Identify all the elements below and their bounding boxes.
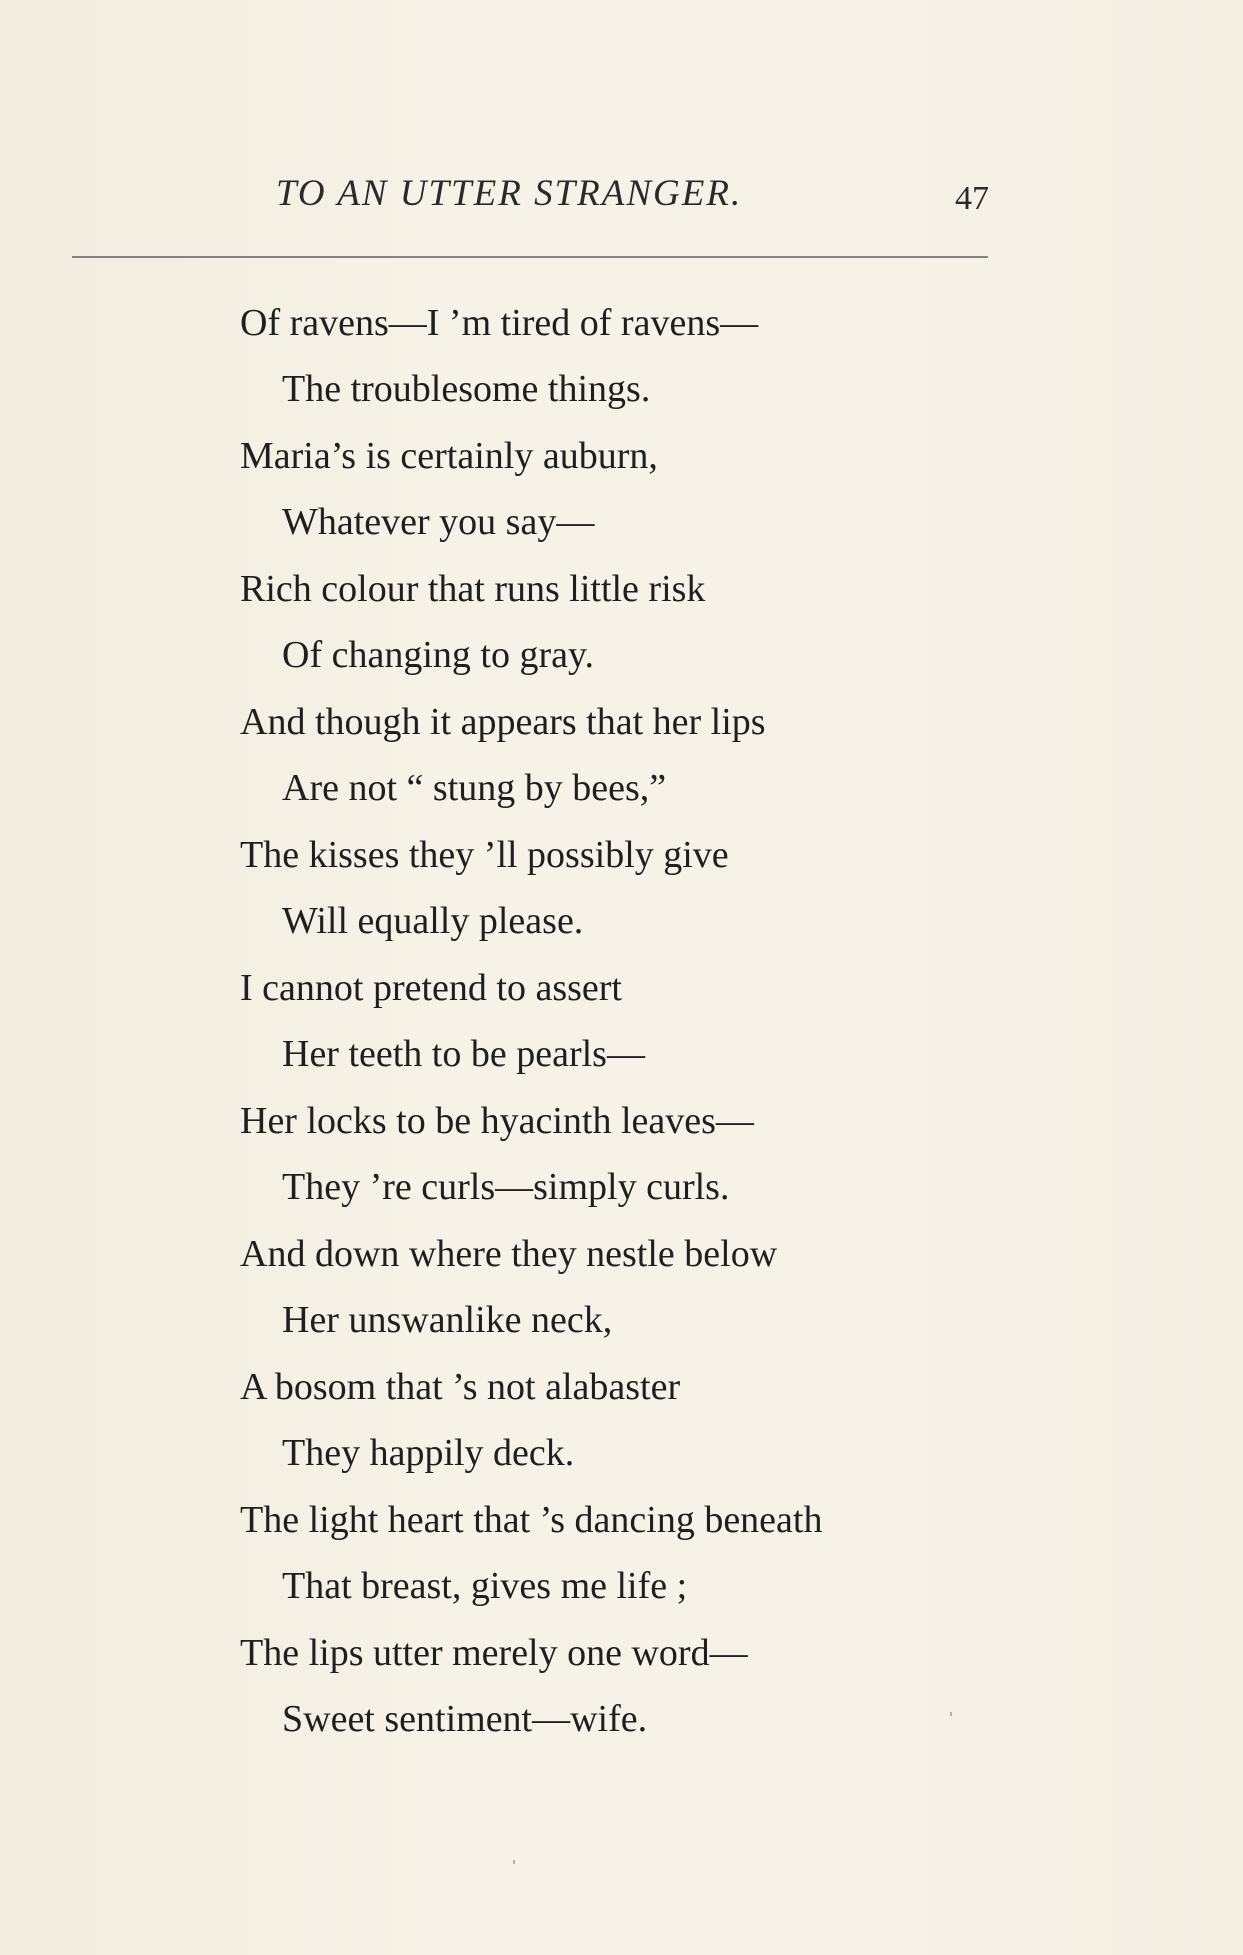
poem-line: Are not “ stung by bees,” — [282, 767, 667, 809]
poem-line: Her locks to be hyacinth leaves— — [240, 1100, 754, 1142]
poem-line: The light heart that ’s dancing beneath — [240, 1499, 823, 1541]
poem-line: Sweet sentiment—wife. — [282, 1698, 648, 1740]
poem-line: Her teeth to be pearls— — [282, 1033, 645, 1075]
running-head — [0, 172, 1243, 218]
page-number: 47 — [955, 180, 989, 217]
poem-line: I cannot pretend to assert — [240, 967, 622, 1009]
poem-line: And though it appears that her lips — [240, 701, 766, 743]
poem-line: And down where they nestle below — [240, 1233, 778, 1275]
poem-line: They happily deck. — [282, 1432, 575, 1474]
poem-line: The troublesome things. — [282, 368, 651, 410]
printing-speck — [513, 1860, 515, 1864]
poem-line: Rich colour that runs little risk — [240, 568, 706, 610]
running-title: TO AN UTTER STRANGER. — [276, 173, 743, 214]
poem-line: Will equally please. — [282, 900, 584, 942]
header-rule — [72, 256, 988, 258]
poem-line: Her unswanlike neck, — [282, 1299, 613, 1341]
poem-line: They ’re curls—simply curls. — [282, 1166, 730, 1208]
poem-line: That breast, gives me life ; — [282, 1565, 688, 1607]
poem-line: Maria’s is certainly auburn, — [240, 435, 658, 477]
poem-line: The lips utter merely one word— — [240, 1632, 748, 1674]
poem-line: A bosom that ’s not alabaster — [240, 1366, 681, 1408]
poem-line: Of ravens—I ’m tired of ravens— — [240, 302, 759, 344]
poem-line: The kisses they ’ll possibly give — [240, 834, 729, 876]
poem-line: Of changing to gray. — [282, 634, 594, 676]
printing-speck — [950, 1712, 952, 1716]
poem-line: Whatever you say— — [282, 501, 595, 543]
